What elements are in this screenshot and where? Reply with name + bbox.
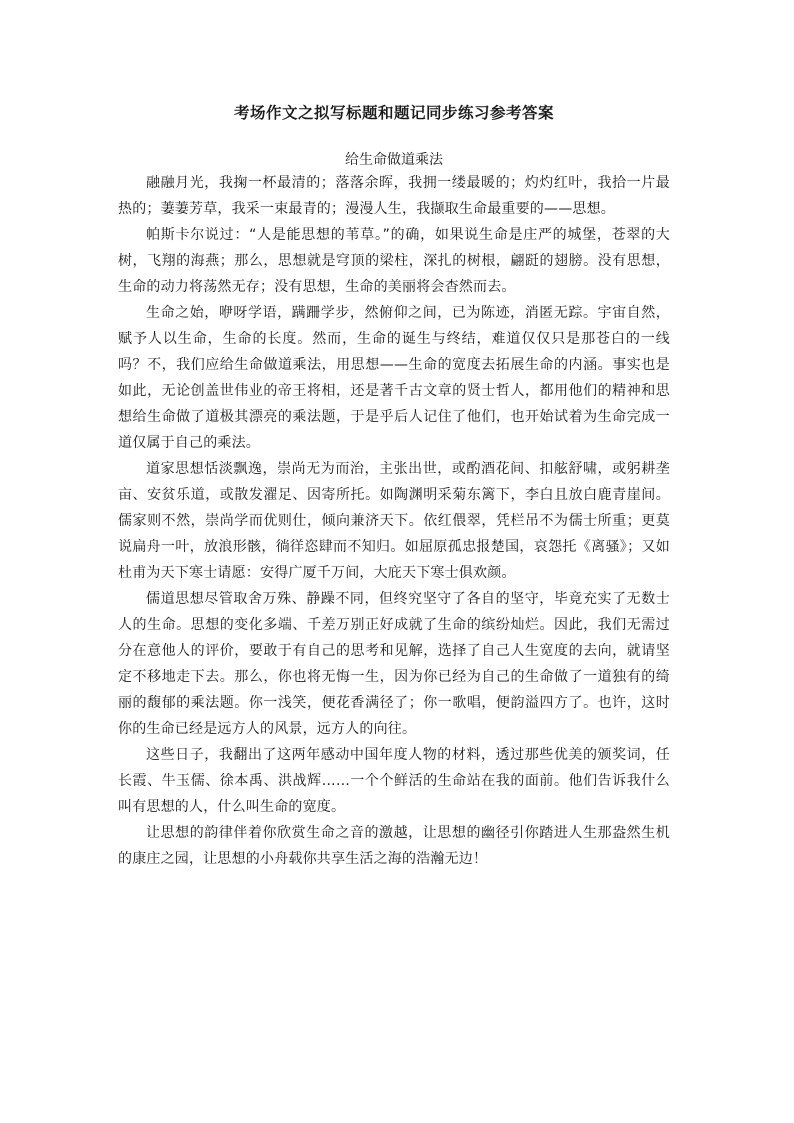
paragraph-4: 道家思想恬淡飘逸，崇尚无为而治，主张出世，或酌酒花间、扣舷舒啸，或躬耕垄亩、安贫乐道，或散发濯足、因寄所托。如陶渊明采菊东篱下，李白且放白鹿青崖间。儒家则不然，崇尚学而优则仕，倾向兼济天下。依红偎翠，凭栏吊不为儒士所重；更莫说扁舟一叶，放浪形骸，徜徉恣肆而不知归。如屈原孤忠报楚国，哀怨托《离骚》；又如杜甫为天下寒士请愿：安得广厦千万间，大庇天下寒士俱欢颜。 bbox=[118, 461, 670, 581]
document-title: 考场作文之拟写标题和题记同步练习参考答案 bbox=[233, 103, 554, 122]
paragraph-3: 生命之始，咿呀学语，蹒跚学步，然俯仰之间，已为陈迹，消匿无踪。宇宙自然，赋予人以生命，生命的长度。然而，生命的诞生与终结，难道仅仅只是那苍白的一线吗？不，我们应给生命做道乘法，用思想——生命的宽度去拓展生命的内涵。事实也是如此，无论创盖世伟业的帝王将相，还是著千古文章的贤士哲人，都用他们的精神和思想给生命做了道极其漂亮的乘法题，于是乎后人记住了他们，也开始试着为生命完成一道仅属于自己的乘法。 bbox=[118, 305, 670, 451]
paragraph-1: 融融月光，我掬一杯最清的；落落余晖，我拥一缕最暖的；灼灼红叶，我拾一片最热的；萋萋芳草，我采一束最青的；漫漫人生，我撷取生命最重要的——思想。 bbox=[118, 175, 670, 217]
paragraph-5: 儒道思想尽管取舍万殊、静躁不同，但终究坚守了各自的坚守，毕竟充实了无数士人的生命。思想的变化多端、千差万别正好成就了生命的缤纷灿烂。因此，我们无需过分在意他人的评价，要敢于有自己的思考和见解，选择了自己人生宽度的去向，就请坚定不移地走下去。那么，你也将无悔一生，因为你已经为自己的生命做了一道独有的绮丽的馥郁的乘法题。你一浅笑，便花香满径了；你一歌唱，便韵溢四方了。也许，这时你的生命已经是远方人的风景，远方人的向往。 bbox=[118, 591, 670, 737]
essay-title: 给生命做道乘法 bbox=[345, 152, 443, 168]
paragraph-6: 这些日子，我翻出了这两年感动中国年度人物的材料，透过那些优美的颁奖词，任长霞、牛玉儒、徐本禹、洪战辉……一个个鲜活的生命站在我的面前。他们告诉我什么叫有思想的人，什么叫生命的宽度。 bbox=[118, 747, 670, 815]
paragraph-2: 帕斯卡尔说过：“人是能思想的苇草。”的确，如果说生命是庄严的城堡，苍翠的大树，飞翔的海燕；那么，思想就是穹顶的梁柱，深扎的树根，翩跹的翅膀。没有思想，生命的动力将荡然无存；没有思想，生命的美丽将会杳然而去。 bbox=[118, 227, 670, 295]
paragraph-7: 让思想的韵律伴着你欣赏生命之音的激越，让思想的幽径引你踏进人生那盎然生机的康庄之园，让思想的小舟载你共享生活之海的浩瀚无边！ bbox=[118, 825, 670, 867]
document-page bbox=[118, 100, 670, 872]
